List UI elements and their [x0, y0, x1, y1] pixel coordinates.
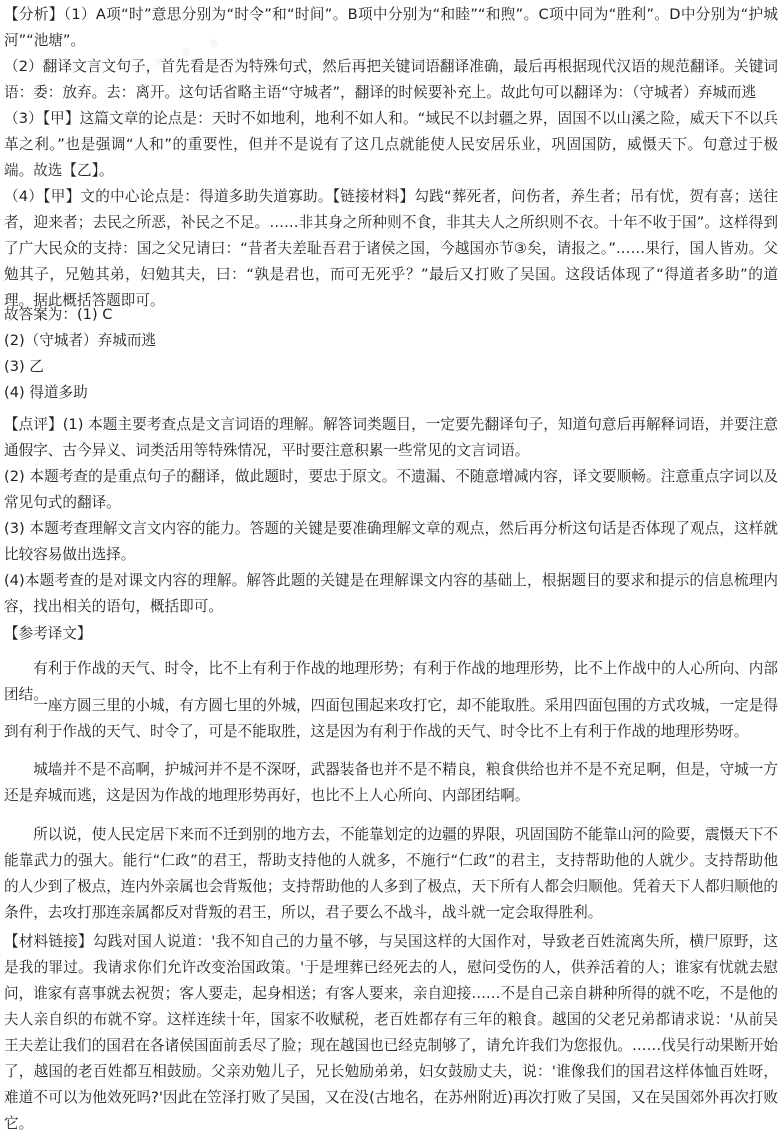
analysis-section: [4, 2, 778, 314]
analysis-item-3: （3）【甲】这篇文章的论点是：天时不如地利，地利不如人和。“域民不以封疆之界，固国不以山溪之险，威天下不以兵革之利。”也是强调“人和”的重要性，但并不是说有了这几点就能使人民安居乐业，巩固国防，威慑天下。句意过于极端。故选【乙】。: [4, 110, 778, 179]
translation-paragraph-1: 有利于作战的天气、时令，比不上有利于作战的地理形势；有利于作战的地理形势，比不上作战中的人心所向、内部团结。: [4, 660, 778, 703]
comment-item-3: (3) 本题考查理解文言文内容的能力。答题的关键是要准确理解文章的观点，然后再分析这句话是否体现了观点，这样就比较容易做出选择。: [4, 520, 778, 563]
answer-line-1: 故答案为：(1) C: [4, 306, 113, 323]
analysis-item-1: 【分析】（1）A项“时”意思分别为“时令”和“时间”。B项中分别为“和睦”“和煦”。C项中同为“胜利”。D中分别为“护城河”“池塘”。: [4, 6, 778, 49]
answer-line-4: (4) 得道多助: [4, 384, 88, 401]
comment-item-2: (2) 本题考查的是重点句子的翻译，做此题时，要忠于原文。不遗漏、不随意增减内容，译文要顺畅。注意重点字词以及常见句式的翻译。: [4, 468, 778, 511]
answer-section: [4, 302, 778, 406]
answer-line-2: (2)（守城者）弃城而逃: [4, 332, 157, 349]
material-link-section: 【材料链接】勾践对国人说道：'我不知自己的力量不够，与吴国这样的大国作对，导致老百姓流离失所，横尸原野，这是我的罪过。我请求你们允许改变治国政策。'于是埋葬已经死去的人，慰问受伤的人，供养活着的人；谁家有忧就去慰问，谁家有喜事就去祝贺；客人要走，起身相送；有客人要来，亲自迎接……不是自己亲自耕种所得的就不吃，不是他的夫人亲自织的布就不穿。这样连续十年，国家不收赋税，老百姓都存有三年的粮食。越国的父老兄弟都请求说：'从前吴王夫差让我们的国君在各诸侯国面前丢尽了脸；现在越国也已经克制够了，请允许我们为您报仇。……伐吴行动果断开始了，越国的老百姓都互相鼓励。父亲劝勉儿子，兄长勉励弟弟，妇女鼓励丈夫，说：'谁像我们的国君这样体恤百姓呀，难道不可以为他效死吗?'因此在笠泽打败了吴国，又在没(古地名，在苏州附近)再次打败了吴国，又在吴国郊外再次打败它。: [4, 933, 778, 1132]
analysis-item-2: （2）翻译文言文句子，首先看是否为特殊句式，然后再把关键词语翻译准确，最后再根据现代汉语的规范翻译。关键词语：委：放弃。去：离开。这句话省略主语“守城者”，翻译的时候要补充上。故此句可以翻译为：（守城者）弃城而逃: [4, 58, 778, 101]
translation-paragraph-2: 一座方圆三里的小城，有方圆七里的外城，四面包围起来攻打它，却不能取胜。采用四面包围的方式攻城，一定是得到有利于作战的天气、时令了，可是不能取胜，这是因为有利于作战的天气、时令比不上有利于作战的地理形势呀。: [4, 697, 778, 740]
translation-paragraph-4: 所以说，使人民定居下来而不迁到别的地方去，不能靠划定的边疆的界限，巩固国防不能靠山河的险要，震慑天下不能靠武力的强大。能行“仁政”的君王，帮助支持他的人就多，不施行“仁政”的君主，支持帮助他的人就少。支持帮助他的人少到了极点，连内外亲属也会背叛他；支持帮助他的人多到了极点，天下所有人都会归顺他。凭着天下人都归顺他的条件，去攻打那连亲属都反对背叛的君王，所以，君子要么不战斗，战斗就一定会取得胜利。: [4, 826, 778, 921]
comment-item-4: (4)本题考查的是对课文内容的理解。解答此题的关键是在理解课文内容的基础上，根据题目的要求和提示的信息梳理内容，找出相关的语句，概括即可。: [4, 572, 778, 615]
translation-heading: 【参考译文】: [4, 625, 92, 642]
translation-paragraph-3: 城墙并不是不高啊，护城河并不是不深呀，武器装备也并不是不精良，粮食供给也并不是不充足啊，但是，守城一方还是弃城而逃，这是因为作战的地理形势再好，也比不上人心所向、内部团结啊。: [4, 761, 778, 804]
analysis-item-4: （4）【甲】文的中心论点是：得道多助失道寡助。【链接材料】勾践“葬死者，问伤者，养生者；吊有忧，贺有喜；送往者，迎来者；去民之所恶，补民之不足。……非其身之所种则不食，非其夫人之所织则不衣。十年不收于国”。这样得到了广大民众的支持：国之父兄请曰：“昔者夫差耻吾君于诸侯之国，今越国亦节③矣，请报之。”……果行，国人皆劝。父勉其子，兄勉其弟，妇勉其夫，曰：“孰是君也，而可无死乎？”最后又打败了吴国。这段话体现了“得道者多助”的道理。据此概括答题即可。: [4, 188, 778, 309]
answer-line-3: (3) 乙: [4, 358, 44, 375]
comment-section: [4, 412, 778, 620]
comment-item-1: 【点评】(1) 本题主要考查点是文言词语的理解。解答词类题目，一定要先翻译句子，知道句意后再解释词语，并要注意通假字、古今异义、词类活用等特殊情况，平时要注意积累一些常见的文言词语。: [4, 416, 778, 459]
